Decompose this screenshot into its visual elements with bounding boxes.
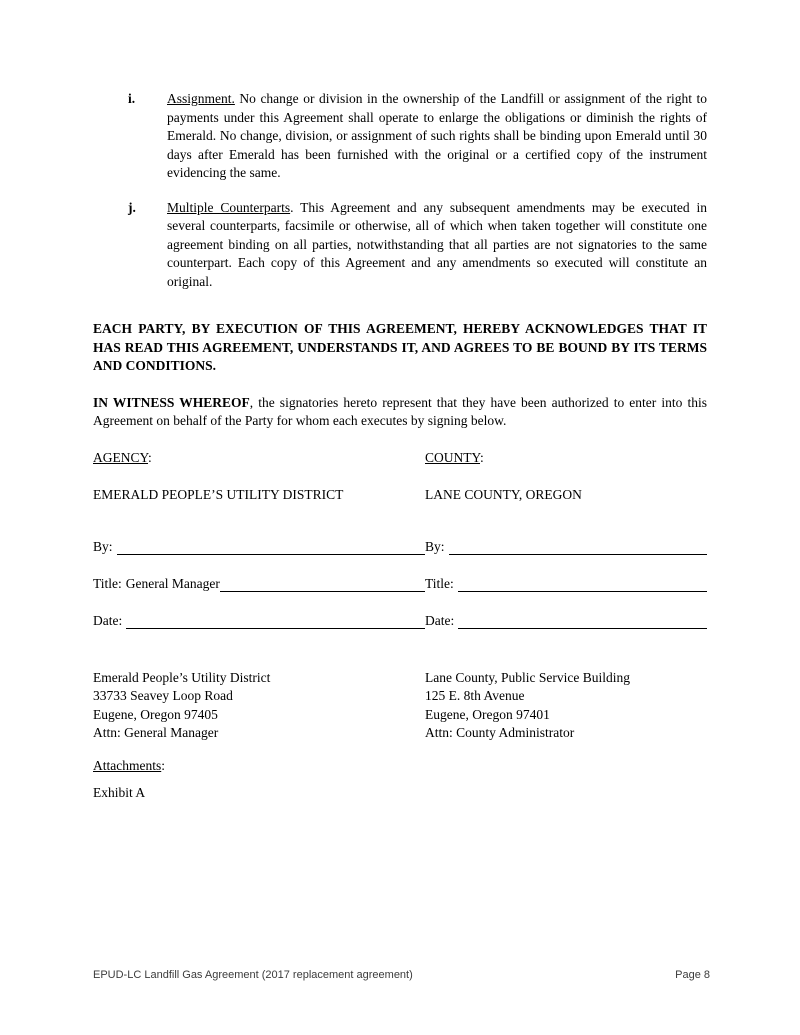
- by-row: [93, 538, 707, 557]
- county-title-label: Title:: [425, 576, 454, 591]
- clause-text: [167, 199, 707, 292]
- agency-heading-colon: :: [148, 449, 152, 465]
- page-footer: [93, 968, 710, 982]
- footer-document-title: EPUD-LC Landfill Gas Agreement (2017 replacement agreement): [93, 969, 413, 981]
- attachments-heading: [93, 757, 707, 776]
- county-heading-label: COUNTY: [425, 449, 481, 465]
- title-row: [93, 575, 707, 594]
- date-row: [93, 612, 707, 631]
- address-line: Eugene, Oregon 97405: [93, 706, 218, 722]
- clause-marker: i.: [128, 91, 136, 106]
- county-date-line: [458, 612, 707, 629]
- agency-date-label: Date:: [93, 613, 123, 628]
- agency-name: EMERALD PEOPLE’S UTILITY DISTRICT: [93, 486, 344, 502]
- attachments-heading-colon: :: [161, 757, 165, 773]
- agency-heading-label: AGENCY: [93, 449, 149, 465]
- county-heading: [425, 449, 707, 468]
- county-heading-colon: :: [480, 449, 484, 465]
- clause-body: No change or division in the ownership of the Landfill or assignment of the right to payments under this Agreement shall operate to enlarge the obligations or diminish the rights of Emerald. No change, division, or assignment of such rights shall be binding upon Emerald until 30 days after Emerald has been furnished with the original or a certified copy of the instrument evidencing the same.: [167, 91, 707, 180]
- address-line: 33733 Seavey Loop Road: [93, 688, 233, 703]
- address-line: Emerald People’s Utility District: [93, 669, 271, 685]
- document-content: [93, 90, 707, 803]
- witness-rest: , the signatories hereto represent that they have been authorized to enter into this Agreement on behalf of the Party for whom each executes by signing below.: [93, 394, 707, 428]
- address-block: [93, 669, 707, 743]
- witness-paragraph: [93, 394, 707, 431]
- clause-heading: Assignment.: [167, 91, 235, 106]
- party-headings-row: [93, 449, 707, 468]
- agency-by-label: By:: [93, 539, 113, 554]
- clause-body: . This Agreement and any subsequent amendments may be executed in several counterparts, facsimile or otherwise, all of which when taken together will constitute one agreement binding on all parties, notwithstanding that all parties are not signatories to the same counterpart. Each copy of this Agreement and any amendments so executed will constitute an original.: [167, 199, 707, 289]
- address-line: Eugene, Oregon 97401: [425, 706, 550, 722]
- clause-multiple-counterparts: [93, 199, 707, 292]
- attachments-heading-label: Attachments: [93, 757, 162, 773]
- footer-page-number: Page 8: [675, 969, 710, 981]
- agency-title-line: [220, 575, 425, 592]
- county-by-label: By:: [425, 539, 445, 554]
- county-name: LANE COUNTY, OREGON: [425, 486, 582, 502]
- clause-assignment: [93, 90, 707, 183]
- witness-lead: IN WITNESS WHEREOF: [93, 394, 250, 410]
- county-by-signature-line: [449, 538, 707, 555]
- address-line: Attn: County Administrator: [425, 725, 575, 740]
- agency-title-label: Title:: [93, 576, 122, 591]
- clause-heading: Multiple Counterparts: [167, 199, 291, 215]
- acknowledgement-paragraph: EACH PARTY, BY EXECUTION OF THIS AGREEMENT, HEREBY ACKNOWLEDGES THAT IT HAS READ THIS AGREEMENT, UNDERSTANDS IT, AND AGREES TO BE BOUND BY ITS TERMS AND CONDITIONS.: [93, 321, 707, 373]
- county-date-label: Date:: [425, 613, 455, 628]
- address-line: Lane County, Public Service Building: [425, 669, 630, 685]
- agency-heading: [93, 449, 425, 468]
- party-names-row: [93, 486, 707, 505]
- attachment-item-exhibit-a: Exhibit A: [93, 785, 146, 800]
- agency-address: [93, 669, 425, 743]
- clause-text: [167, 90, 707, 183]
- address-line: 125 E. 8th Avenue: [425, 688, 525, 703]
- clause-marker: j.: [128, 199, 136, 215]
- agency-date-line: [126, 612, 425, 629]
- agency-title-value: General Manager: [125, 576, 220, 591]
- county-title-line: [458, 575, 707, 592]
- county-address: [425, 669, 707, 743]
- address-line: Attn: General Manager: [93, 725, 219, 740]
- agency-by-signature-line: [117, 538, 425, 555]
